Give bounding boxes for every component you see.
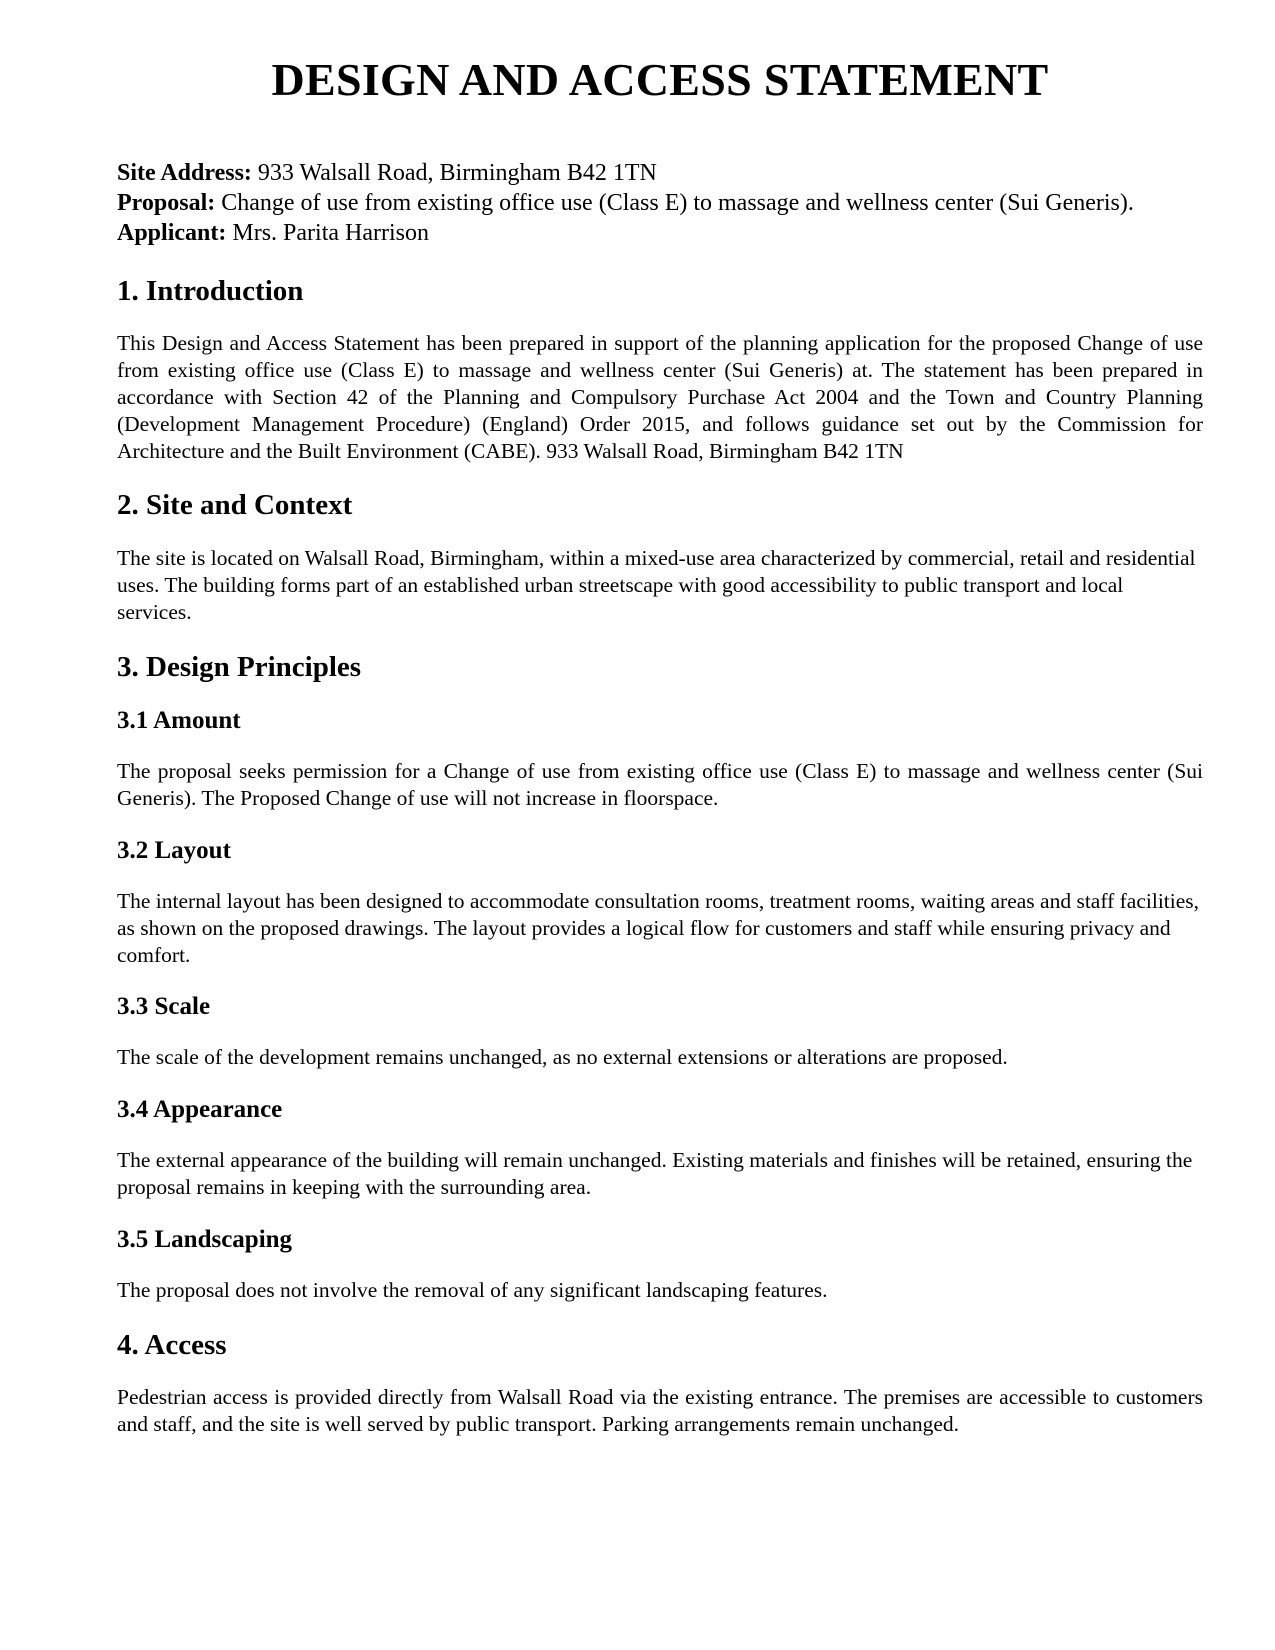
subsection-heading: 3.3 Scale (117, 993, 211, 1021)
subsection-amount (117, 706, 1203, 812)
section-paragraph: The site is located on Walsall Road, Birmingham, within a mixed-use area characterized by commercial, retail and residential uses. The building forms part of an established urban streetscape with good accessibility to public transport and local services. (117, 546, 1196, 624)
section-paragraph: This Design and Access Statement has been prepared in support of the planning application for the proposed Change of use from existing office use (Class E) to massage and wellness center (Sui Generis) at. The statement has been prepared in accordance with Section 42 of the Planning and Compulsory Purchase Act 2004 and the Town and Country Planning (Development Management Procedure) (England) Order 2015, and follows guidance set out by the Commission for Architecture and the Built Environment (CABE). 933 Walsall Road, Birmingham B42 1TN (117, 331, 1203, 463)
subsection-heading: 3.2 Layout (117, 836, 231, 864)
subsection-paragraph: The external appearance of the building will remain unchanged. Existing materials and finishes will be retained, ensuring the proposal remains in keeping with the surrounding area. (117, 1148, 1193, 1199)
proposal-row (117, 188, 1203, 218)
application-details (117, 158, 1203, 248)
section-access (117, 1328, 1203, 1438)
proposal-value: Change of use from existing office use (Class E) to massage and wellness center (Sui Generis). (221, 189, 1134, 216)
document-page (117, 55, 1203, 1462)
applicant-label: Applicant: (117, 219, 227, 246)
applicant-row (117, 218, 1203, 248)
section-paragraph: Pedestrian access is provided directly from Walsall Road via the existing entrance. The premises are accessible to customers and staff, and the site is well served by public transport. Parking arrangements remain unchanged. (117, 1385, 1203, 1437)
subsection-paragraph: The proposal does not involve the removal of any significant landscaping features. (117, 1277, 828, 1302)
section-introduction (117, 274, 1203, 465)
subsection-heading: 3.5 Landscaping (117, 1225, 293, 1253)
subsection-paragraph: The proposal seeks permission for a Change of use from existing office use (Class E) to massage and wellness center (Sui Generis). The Proposed Change of use will not increase in floorspace. (117, 759, 1203, 811)
section-site-and-context (117, 488, 1203, 625)
section-heading: 2. Site and Context (117, 489, 353, 522)
section-design-principles (117, 650, 1203, 1304)
subsection-appearance (117, 1095, 1203, 1201)
section-heading: 4. Access (117, 1328, 227, 1361)
site-address-label: Site Address: (117, 159, 252, 186)
section-heading: 3. Design Principles (117, 650, 362, 683)
subsection-paragraph: The scale of the development remains unchanged, as no external extensions or alterations are proposed. (117, 1045, 1008, 1070)
site-address-row (117, 158, 1203, 188)
subsection-scale (117, 992, 1203, 1071)
subsection-heading: 3.4 Appearance (117, 1096, 283, 1124)
document-title: DESIGN AND ACCESS STATEMENT (271, 54, 1049, 105)
site-address-value: 933 Walsall Road, Birmingham B42 1TN (257, 159, 657, 186)
proposal-label: Proposal: (117, 189, 216, 216)
applicant-value: Mrs. Parita Harrison (232, 219, 429, 246)
section-heading: 1. Introduction (117, 274, 304, 307)
subsection-layout (117, 836, 1203, 968)
subsection-landscaping (117, 1225, 1203, 1304)
subsection-heading: 3.1 Amount (117, 707, 241, 735)
subsection-paragraph: The internal layout has been designed to accommodate consultation rooms, treatment rooms, waiting areas and staff facilities, as shown on the proposed drawings. The layout provides a logical flow for customers and staff while ensuring privacy and comfort. (117, 888, 1200, 967)
